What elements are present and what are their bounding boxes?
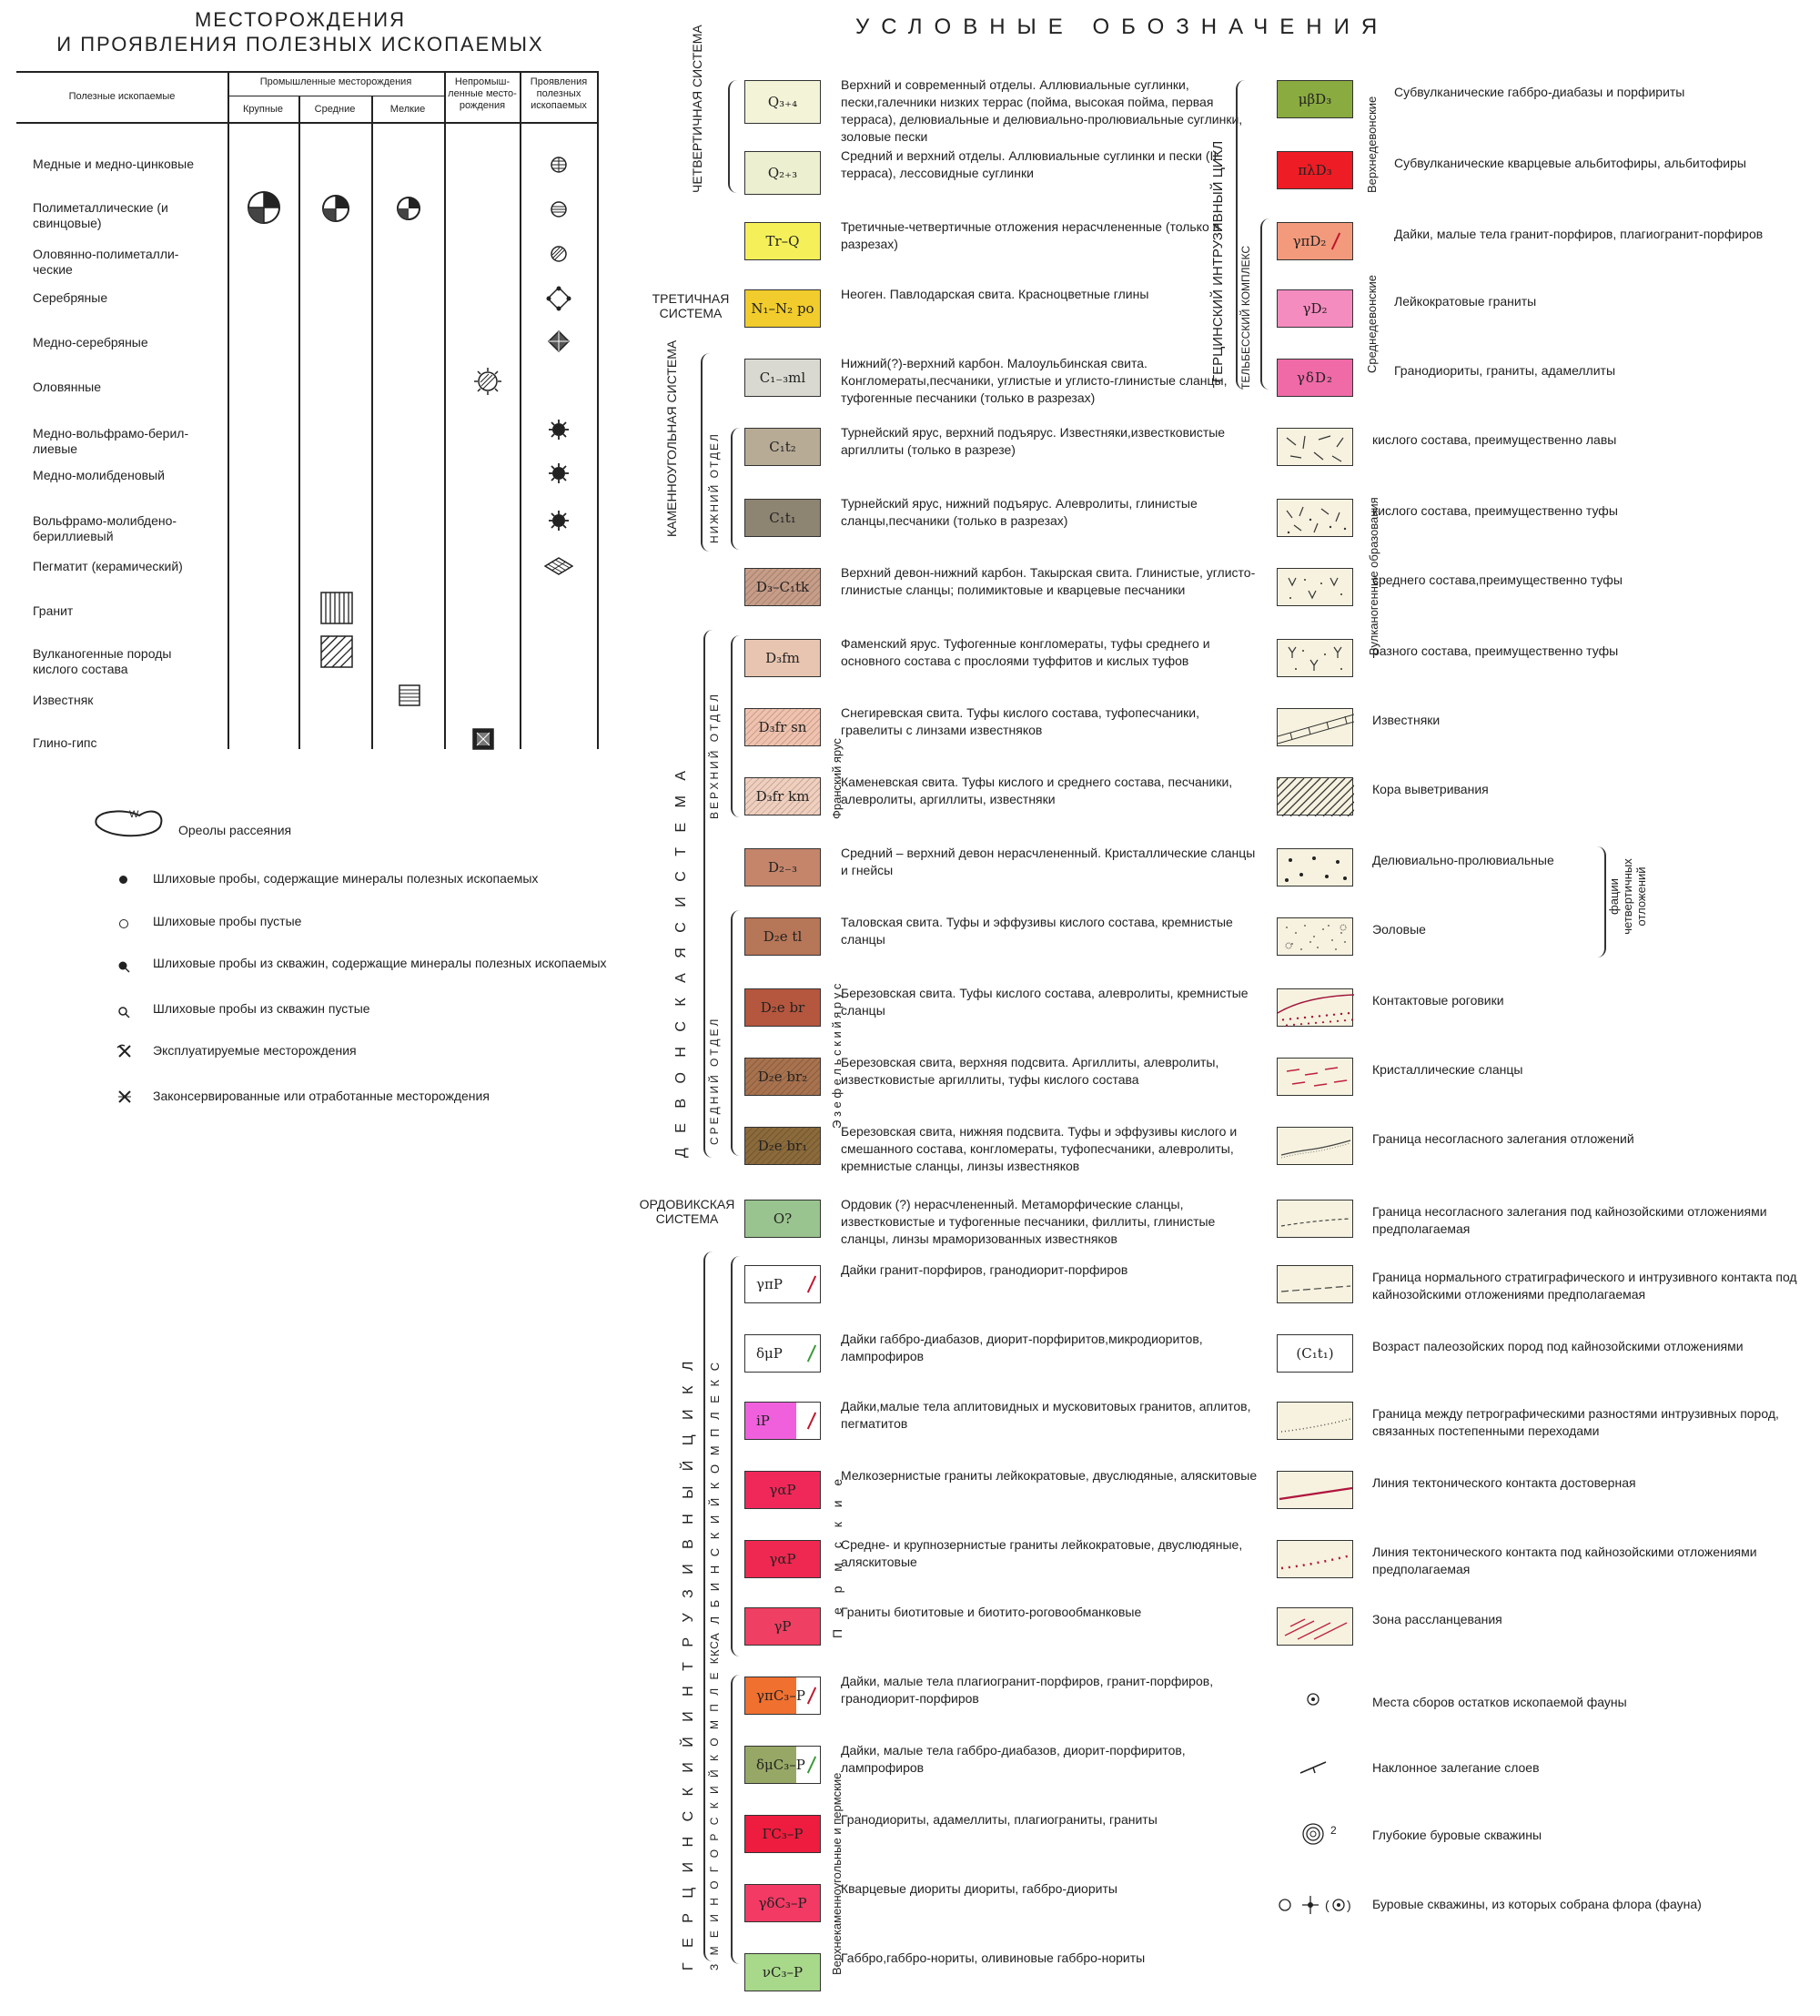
filled-dot-icon: [119, 876, 127, 884]
strat-code: Tr–Q: [765, 233, 800, 249]
upper-carb-perm-label: Верхнекаменноугольные и пермские: [830, 1772, 844, 1975]
legend-description: Делювиально-пролювиальные: [1372, 853, 1554, 867]
strat-code: C₁t₁: [769, 510, 796, 526]
svg-text:): ): [1347, 1898, 1351, 1912]
strat-code: γπP: [756, 1276, 783, 1292]
strat-code: O?: [773, 1211, 793, 1227]
legend-description: Гранодиориты, граниты, адамеллиты: [1394, 363, 1616, 378]
bedding-dip-icon: [1297, 1758, 1330, 1777]
mineral-row: Известняк: [33, 693, 94, 707]
col-divider: [228, 71, 229, 749]
facies-bracket: [1595, 846, 1606, 957]
mineral-row: Глино-гипс: [33, 735, 97, 750]
col-divider: [444, 71, 446, 749]
strat-code: Q₂₊₃: [767, 165, 798, 181]
hercynian-right-label: ГЕРЦИНСКИЙ ИНТРУЗИВНЫЙ ЦИКЛ: [1210, 140, 1226, 382]
strat-box: [744, 1815, 821, 1853]
strat-description: Средний и верхний отделы. Аллювиальные суглинки и пески (II терраса), лессовидные суглинки: [841, 148, 1218, 180]
legend-box: [1277, 1200, 1353, 1238]
fauna-site-icon: [1303, 1689, 1323, 1709]
legend-box: [1277, 1334, 1353, 1373]
legend-box: [1277, 1607, 1353, 1646]
polymetal-medium-icon: [320, 193, 351, 224]
legend-box: [1277, 222, 1353, 260]
tertiary-label: ТРЕТИЧНАЯ СИСТЕМА: [652, 291, 730, 320]
legend-box: [1277, 1127, 1353, 1165]
mineral-row: Вольфрамо-молибдено-бериллиевый: [33, 513, 177, 543]
dyke-mark: [807, 1687, 816, 1705]
legend-description: среднего состава,преимущественно туфы: [1372, 572, 1623, 587]
strat-description: Верхний девон-нижний карбон. Такырская свита. Глинистые, углисто-глинистые сланцы; полимиктовые и кварцевые песчаники: [841, 565, 1256, 597]
col-divider: [597, 71, 599, 749]
strat-box: [744, 1540, 821, 1578]
fauna-site-label: Места сборов остатков ископаемой фауны: [1372, 1695, 1627, 1709]
col-header-small: Мелкие: [389, 104, 426, 115]
strat-code: C₁t₂: [769, 439, 796, 455]
svg-text:W: W: [129, 809, 139, 820]
borehole-sample-empty-icon: [116, 1005, 131, 1019]
dyke-mark: [807, 1413, 816, 1430]
strat-box: [744, 289, 821, 328]
legend-box: [1277, 988, 1353, 1027]
flora-borehole-icons: [1274, 1893, 1361, 1917]
strat-description: Третичные-четвертичные отложения нерасчлененные (только в разрезах): [841, 219, 1220, 251]
strat-description: Средне- и крупнозернистые граниты лейкократовые, двуслюдяные, аляскитовые: [841, 1537, 1243, 1569]
legend-description: Дайки, малые тела гранит-порфиров, плагиогранит-порфиров: [1394, 227, 1764, 241]
strat-code: Q₃₊₄: [767, 94, 798, 110]
zmeinogorsk-label: З М Е И Н О Г О Р С К И Й К О М П Л Е К С: [708, 1638, 721, 1970]
strat-code: ГC₃–P: [762, 1826, 804, 1842]
silver-occurrence-icon: [546, 286, 571, 311]
mineral-row: Гранит: [33, 603, 74, 618]
strat-code: γP: [774, 1618, 792, 1635]
legend-description: Зона рассланцевания: [1372, 1612, 1502, 1626]
bedding-dip-label: Наклонное залегание слоев: [1372, 1760, 1540, 1775]
legend-box: [1277, 568, 1353, 606]
middle-div-label: СРЕДНИЙ ОТДЕЛ: [708, 1016, 721, 1145]
legend-box: [1277, 80, 1353, 118]
mineral-row: Вулканогенные породы кислого состава: [33, 646, 172, 676]
strat-description: Гранодиориты, адамеллиты, плагиограниты, граниты: [841, 1812, 1158, 1827]
strat-box: [744, 1471, 821, 1509]
upper-devonian-label: Верхнедевонские: [1365, 96, 1379, 193]
strat-box: [744, 568, 821, 606]
legend-description: Кора выветривания: [1372, 782, 1489, 796]
telbes-bracket: [1260, 218, 1271, 390]
strat-code: γαP: [769, 1551, 796, 1567]
legend-box: [1277, 1058, 1353, 1096]
strat-description: Березовская свита, верхняя подсвита. Аргиллиты, алевролиты, известковистые аргиллиты, туфы кислого состава: [841, 1055, 1219, 1087]
placer-sample-minerals-label: Шлиховые пробы, содержащие минералы полезных ископаемых: [153, 871, 539, 886]
legend-code: γD₂: [1302, 300, 1328, 317]
strat-description: Кварцевые диориты диориты, габбро-диориты: [841, 1881, 1117, 1896]
legend-description: Лейкократовые граниты: [1394, 294, 1537, 309]
strat-description: Средний – верхний девон нерасчлененный. Кристаллические сланцы и гнейсы: [841, 846, 1256, 877]
strat-description: Березовская свита. Туфы кислого состава, алевролиты, кремнистые сланцы: [841, 986, 1249, 1018]
strat-description: Ордовик (?) нерасчлененный. Метаморфические сланцы, известковистые и туфогенные песчаники, филлиты, глинистые сланцы, линзы мраморизованных известняков: [841, 1197, 1216, 1246]
strat-box: [744, 1953, 821, 1991]
legend-description: Контактовые роговики: [1372, 993, 1504, 1008]
middle-devonian-label: Среднедевонские: [1365, 275, 1379, 373]
strat-box: [744, 359, 821, 397]
strat-description: Дайки габбро-диабазов, диорит-порфиритов,микродиоритов, лампрофиров: [841, 1332, 1203, 1363]
ordovician-label: ОРДОВИКСКАЯ СИСТЕМА: [639, 1197, 735, 1226]
strat-description: Таловская свита. Туфы и эффузивы кислого состава, кремнистые сланцы: [841, 915, 1233, 947]
strat-box: [744, 1402, 821, 1440]
dyke-mark: [807, 1276, 816, 1293]
strat-box: [744, 1334, 821, 1373]
strat-code: D₂₋₃: [768, 859, 797, 876]
polymetal-occurrence-icon: [549, 199, 569, 219]
polymetal-large-icon: [246, 189, 282, 226]
volcanogenic-label: Вулканогенные образования: [1367, 497, 1380, 655]
strat-code: D₃fr km: [755, 788, 810, 805]
tin-nonindustrial-icon: [473, 367, 502, 396]
strat-box: [744, 428, 821, 466]
granite-medium-icon: [320, 592, 353, 624]
legend-box: [1277, 777, 1353, 816]
col-header-nonindustrial: Непромыш-ленные место-рождения: [448, 76, 517, 111]
legend-description: Эоловые: [1372, 922, 1426, 937]
legend-code: (C₁t₁): [1296, 1345, 1334, 1362]
limestone-small-icon: [399, 684, 420, 706]
kalba-bracket: [731, 1256, 742, 1656]
strat-description: Снегиревская свита. Туфы кислого состава, туфопесчаники, гравелиты с линзами известняков: [841, 705, 1200, 737]
legend-code: πλD₃: [1298, 162, 1332, 178]
telbes-label: ТЕЛЬБЕССКИЙ КОМПЛЕКС: [1239, 245, 1252, 390]
empty-dot-icon: [119, 919, 128, 928]
svg-text:(: (: [1325, 1898, 1330, 1912]
eifelian-label: Э з е ф е л ь с к и й я р у с: [830, 983, 844, 1129]
devonian-label: Д Е В О Н С К А Я С И С Т Е М А: [673, 765, 689, 1158]
mineral-row: Полиметаллические (и свинцовые): [33, 200, 168, 230]
legend-box: [1277, 639, 1353, 677]
legend-box: [1277, 428, 1353, 466]
legend-description: Субвулканические габбро-диабазы и порфириты: [1394, 85, 1685, 99]
operating-deposits-label: Эксплуатируемые месторождения: [153, 1043, 357, 1058]
borehole-sample-minerals-label: Шлиховые пробы из скважин, содержащие минералы полезных ископаемых: [153, 956, 607, 970]
legend-description: разного состава, преимущественно туфы: [1372, 643, 1619, 658]
strat-box: [744, 1884, 821, 1922]
strat-box: [744, 222, 821, 260]
dispersion-halo-label: Ореолы рассеяния: [178, 823, 292, 837]
strat-description: Неоген. Павлодарская свита. Красноцветные глины: [841, 287, 1149, 301]
col-divider: [298, 96, 300, 749]
pegmatite-occurrence-icon: [544, 557, 573, 575]
strat-description: Каменевская свита. Туфы кислого и среднего состава, песчаники, алевролиты, аргиллиты, известняки: [841, 775, 1233, 806]
minerals-table: [16, 71, 599, 749]
legend-title: УСЛОВНЫЕ ОБОЗНАЧЕНИЯ: [855, 15, 1390, 39]
mineral-row: Оловянные: [33, 380, 102, 394]
strat-box: [744, 848, 821, 886]
strat-description: Дайки гранит-порфиров, гранодиорит-порфиров: [841, 1262, 1128, 1277]
frasnian-label: Франский ярус: [830, 738, 844, 819]
mineral-row: Медно-серебряные: [33, 335, 148, 350]
strat-box: [744, 1607, 821, 1646]
col-header-large: Крупные: [243, 104, 283, 115]
upper-div-label: ВЕРХНИЙ ОТДЕЛ: [708, 692, 721, 819]
col-divider: [520, 71, 521, 749]
legend-box: [1277, 359, 1353, 397]
strat-box: [744, 1677, 821, 1715]
strat-box: [744, 151, 821, 195]
legend-description: Известняки: [1372, 713, 1441, 727]
legend-box: [1277, 917, 1353, 956]
mineral-row: Медно-молибденовый: [33, 468, 165, 482]
strat-code: D₂e br₁: [757, 1138, 808, 1154]
strat-code: C₁₋₃ml: [759, 370, 806, 386]
strat-description: Верхний и современный отделы. Аллювиальные суглинки, пески,галечники низких террас (пойма, высокая пойма, первая терраса), делювиальные и делювиально-пролювиальные суглинки, золовые пески: [841, 77, 1243, 144]
strat-description: Турнейский ярус, нижний подъярус. Алевролиты, глинистые сланцы,песчаники (только в разрезах): [841, 496, 1198, 528]
flora-borehole-label: Буровые скважины, из которых собрана флора (фауна): [1372, 1897, 1702, 1911]
strat-description: Фаменский ярус. Туфогенные конгломераты, туфы среднего и основного состава с прослоями туффитов и кислых туфов: [841, 636, 1210, 668]
strat-description: Мелкозернистые граниты лейкократовые, двуслюдяные, аляскитовые: [841, 1468, 1258, 1483]
w-mo-be-occurrence-icon: [548, 510, 570, 532]
legend-code: γπD₂: [1292, 233, 1327, 249]
strat-description: Дайки,малые тела аплитовидных и мусковитовых гранитов, аплитов, пегматитов: [841, 1399, 1251, 1431]
strat-box: [744, 1127, 821, 1165]
legend-description: Граница нормального стратиграфического и интрузивного контакта под кайнозойскими отложениями предполагаемая: [1372, 1270, 1797, 1302]
strat-box: [744, 1058, 821, 1096]
legend-box: [1277, 499, 1353, 537]
volcanic-medium-icon: [320, 635, 353, 668]
legend-box: [1277, 1265, 1353, 1303]
dispersion-halo-icon: [89, 805, 167, 841]
middle-div-bracket: [731, 910, 742, 1156]
mineral-row: Пегматит (керамический): [33, 559, 183, 573]
col-header-medium: Средние: [314, 104, 356, 115]
strat-code: γδC₃–P: [758, 1895, 807, 1911]
mineral-row: Медные и медно-цинковые: [33, 157, 195, 171]
legend-description: Кристаллические сланцы: [1372, 1062, 1523, 1077]
borehole-number: 2: [1330, 1824, 1337, 1837]
strat-box: [744, 1265, 821, 1303]
legend-box: [1277, 1540, 1353, 1578]
mineral-row: Серебряные: [33, 290, 108, 305]
legend-description: Возраст палеозойских пород под кайнозойскими отложениями: [1372, 1339, 1744, 1353]
strat-code: iP: [756, 1413, 770, 1429]
col-header-minerals: Полезные ископаемые: [68, 91, 176, 102]
kalba-label: К А Л Б И Н С К И Й К О М П Л Е К С: [708, 1359, 722, 1656]
strat-box: [744, 639, 821, 677]
strat-code: δμP: [756, 1345, 783, 1362]
strat-code: νC₃–P: [762, 1964, 804, 1981]
upper-div-bracket: [731, 635, 742, 817]
cu-mo-occurrence-icon: [548, 462, 570, 484]
cu-w-be-occurrence-icon: [548, 419, 570, 441]
quaternary-label: ЧЕТВЕРТИЧНАЯ СИСТЕМА: [690, 25, 704, 193]
placer-sample-empty-label: Шлиховые пробы пустые: [153, 914, 302, 928]
mineral-row: Оловянно-полиметалли-ческие: [33, 247, 179, 277]
copper-occurrence-icon: [549, 155, 569, 175]
borehole-sample-empty-label: Шлиховые пробы из скважин пустые: [153, 1001, 370, 1016]
copper-silver-occurrence-icon: [547, 329, 571, 353]
strat-description: Дайки, малые тела габбро-диабазов, диорит-порфиритов, лампрофиров: [841, 1743, 1186, 1775]
legend-description: Граница несогласного залегания отложений: [1372, 1131, 1634, 1146]
zmeinogorsk-bracket: [731, 1675, 742, 1964]
strat-code: D₃fm: [765, 650, 800, 666]
carboniferous-bracket: [701, 353, 712, 552]
strat-code: D₃fr sn: [758, 719, 807, 735]
strat-code: γαP: [769, 1482, 796, 1498]
tin-polymetal-occurrence-icon: [549, 244, 569, 264]
deep-borehole-icon: [1299, 1820, 1327, 1848]
deep-borehole-label: Глубокие буровые скважины: [1372, 1828, 1542, 1842]
legend-description: кислого состава, преимущественно туфы: [1372, 503, 1618, 518]
polymetal-small-icon: [395, 195, 422, 222]
legend-description: Граница несогласного залегания под кайнозойскими отложениями предполагаемая: [1372, 1204, 1767, 1236]
strat-box: [744, 1200, 821, 1238]
legend-box: [1277, 848, 1353, 886]
lower-div-label: НИЖНИЙ ОТДЕЛ: [708, 432, 721, 543]
strat-description: Турнейский ярус, верхний подъярус. Известняки,известковистые аргиллиты (только в разрезе): [841, 425, 1226, 457]
lower-div-bracket: [731, 428, 742, 550]
quaternary-bracket: [728, 80, 739, 193]
legend-box: [1277, 289, 1353, 328]
strat-box: [744, 80, 821, 124]
dyke-mark: [1331, 233, 1340, 250]
pickaxe-icon: [116, 1043, 133, 1059]
legend-description: Линия тектонического контакта под кайнозойскими отложениями предполагаемая: [1372, 1545, 1757, 1576]
strat-box: [744, 499, 821, 537]
col-header-occurrences: Проявления полезных ископаемых: [530, 76, 588, 111]
strat-code: D₂e br₂: [757, 1069, 808, 1085]
strat-description: Дайки, малые тела плагиогранит-порфиров, гранит-порфиров, гранодиорит-порфиров: [841, 1674, 1214, 1706]
col-divider: [371, 96, 373, 749]
carboniferous-label: КАМЕННОУГОЛЬНАЯ СИСТЕМА: [664, 339, 679, 537]
crossed-pickaxe-icon: [116, 1089, 133, 1105]
minerals-title: МЕСТОРОЖДЕНИЯ И ПРОЯВЛЕНИЯ ПОЛЕЗНЫХ ИСКОПАЕМЫХ: [56, 8, 544, 56]
table-top-rule: [16, 71, 599, 73]
borehole-sample-filled-icon: [116, 959, 131, 974]
strat-box: [744, 988, 821, 1027]
legend-description: Субвулканические кварцевые альбитофиры, альбитофиры: [1394, 156, 1746, 170]
legend-code: μβD₃: [1298, 91, 1332, 107]
dyke-mark: [807, 1345, 816, 1363]
strat-code: D₂e tl: [763, 928, 803, 945]
clay-gypsum-nonindustrial-icon: [472, 728, 494, 750]
closed-deposits-label: Законсервированные или отработанные месторождения: [153, 1089, 490, 1103]
strat-box: [744, 917, 821, 956]
strat-code: D₃–C₁tk: [755, 579, 810, 595]
strat-box: [744, 777, 821, 816]
strat-description: Граниты биотитовые и биотито-роговообманковые: [841, 1605, 1142, 1619]
strat-description: Березовская свита, нижняя подсвита. Туфы и эффузивы кислого и смешанного состава, конгломераты, туфопесчаники, алевролиты, кремнистые сланцы, линзы известняков: [841, 1124, 1238, 1173]
quat-facies-label: фации четвертичных отложений: [1607, 858, 1648, 935]
mineral-row: Медно-вольфрамо-берил-лиевые: [33, 426, 189, 456]
table-header-rule: [16, 122, 599, 124]
legend-code: γδD₂: [1296, 370, 1334, 386]
legend-box: [1277, 1471, 1353, 1509]
legend-description: Граница между петрографическими разностями интрузивных пород, связанных постепенными переходами: [1372, 1406, 1779, 1438]
strat-code: N₁–N₂ po: [751, 300, 814, 317]
legend-box: [1277, 151, 1353, 189]
legend-description: Линия тектонического контакта достоверная: [1372, 1475, 1636, 1490]
col-header-industrial: Промышленные месторождения: [259, 76, 412, 87]
strat-code: δμC₃–P: [756, 1757, 805, 1773]
strat-code: D₂e br: [760, 999, 805, 1016]
dyke-mark: [807, 1757, 816, 1774]
legend-box: [1277, 1402, 1353, 1440]
strat-box: [744, 708, 821, 746]
hercynian-label: Г Е Р Ц И Н С К И Й И Н Т Р У З И В Н Ы Й Ц И К Л: [681, 1355, 696, 1970]
legend-description: кислого состава, преимущественно лавы: [1372, 432, 1617, 447]
strat-code: γπC₃–P: [756, 1687, 805, 1704]
legend-box: [1277, 708, 1353, 746]
strat-description: Габбро,габбро-нориты, оливиновые габбро-нориты: [841, 1950, 1146, 1965]
strat-box: [744, 1746, 821, 1784]
permian-label: П е р м с к и е: [830, 1473, 844, 1638]
strat-description: Нижний(?)-верхний карбон. Малоульбинская свита. Конгломераты,песчаники, углистые и углисто-глинистые сланцы, туфогенные песчаники (только в разрезах): [841, 356, 1228, 405]
